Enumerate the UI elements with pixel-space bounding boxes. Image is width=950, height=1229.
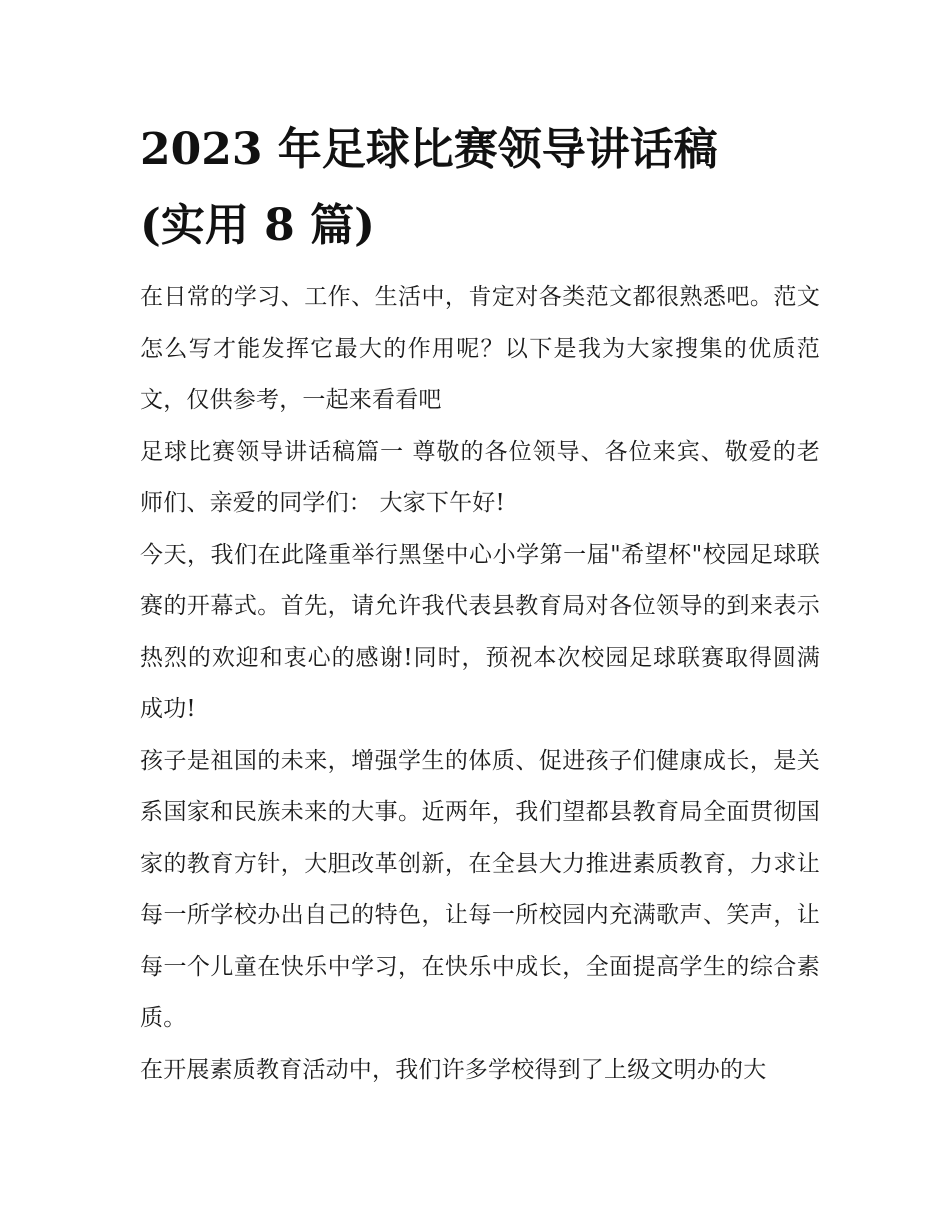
- paragraph-intro: 在日常的学习、工作、生活中，肯定对各类范文都很熟悉吧。范文怎么写才能发挥它最大的作用呢？以下是我为大家搜集的优质范文，仅供参考，一起来看看吧: [140, 284, 820, 413]
- document-title-line-2: (实用 8 篇): [140, 200, 375, 251]
- document-body: [140, 112, 820, 1096]
- paragraph-greeting: 足球比赛领导讲话稿篇一 尊敬的各位领导、各位来宾、敬爱的老师们、亲爱的同学们： 大家下午好!: [140, 438, 820, 516]
- paragraph-opening: 今天，我们在此隆重举行黑堡中心小学第一届"希望杯"校园足球联赛的开幕式。首先，请允许我代表县教育局对各位领导的到来表示热烈的欢迎和衷心的感谢!同时，预祝本次校园足球联赛取得圆满成功!: [140, 541, 820, 722]
- paragraph-education: 孩子是祖国的未来，增强学生的体质、促进孩子们健康成长，是关系国家和民族未来的大事。近两年，我们望都县教育局全面贯彻国家的教育方针，大胆改革创新，在全县大力推进素质教育，力求让每一所学校办出自己的特色，让每一所校园内充满歌声、笑声，让每一个儿童在快乐中学习，在快乐中成长，全面提高学生的综合素质。: [140, 747, 820, 1031]
- paragraph-activities: 在开展素质教育活动中，我们许多学校得到了上级文明办的大: [140, 1056, 767, 1083]
- document-title: [140, 112, 820, 264]
- document-title-line-1: 2023 年足球比赛领导讲话稿: [140, 124, 718, 175]
